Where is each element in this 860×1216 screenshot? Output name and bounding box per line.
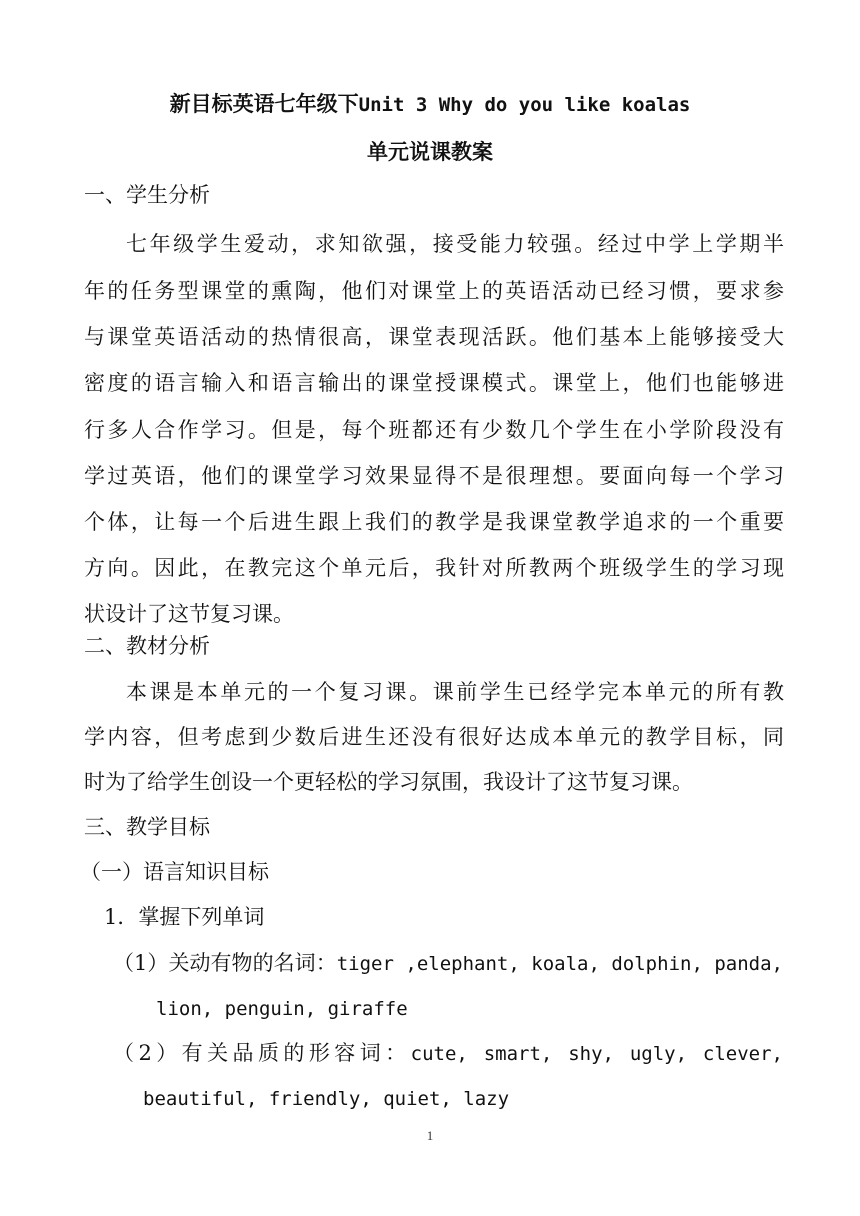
title-english: Unit 3 Why do you like koalas (358, 94, 691, 116)
paragraph-line: 学内容，但考虑到少数后进生还没有很好达成本单元的教学目标，同 (84, 725, 784, 749)
vocab-words-adjectives-cont: beautiful, friendly, quiet, lazy (143, 1088, 510, 1110)
title-chinese: 新目标英语七年级下 (169, 91, 359, 116)
vocab-words-animals: tiger ,elephant, koala, dolphin, panda, (336, 953, 783, 975)
paragraph-line: 行多人合作学习。但是，每个班都还有少数几个学生在小学阶段没有 (84, 418, 784, 442)
vocab-line-animals-cont (156, 993, 856, 1024)
paragraph-line: 方向。因此，在教完这个单元后，我针对所教两个班级学生的学习现 (84, 556, 784, 580)
paragraph-line: 与课堂英语活动的热情很高，课堂表现活跃。他们基本上能够接受大 (84, 325, 784, 349)
vocab-words-animals-cont: lion, penguin, giraffe (156, 998, 408, 1020)
section-heading-textbook-analysis: 二、教材分析 (84, 634, 210, 658)
paragraph-line: 状设计了这节复习课。 (84, 602, 294, 626)
list-item-vocabulary: 1．掌握下列单词 (104, 905, 265, 929)
paragraph-line: 学过英语，他们的课堂学习效果显得不是很理想。要面向每一个学习 (84, 464, 784, 488)
vocab-label-animals: （1）关动有物的名词： (113, 951, 337, 975)
document-subtitle: 单元说课教案 (367, 139, 493, 164)
subheading-language-knowledge: （一）语言知识目标 (80, 860, 269, 884)
vocab-label-adjectives: （2）有关品质的形容词： (113, 1041, 411, 1065)
section-heading-student-analysis: 一、学生分析 (84, 183, 210, 207)
paragraph-line: 时为了给学生创设一个更轻松的学习氛围，我设计了这节复习课。 (84, 770, 693, 794)
page-number: 1 (426, 1128, 434, 1143)
paragraph-line: 密度的语言输入和语言输出的课堂授课模式。课堂上，他们也能够进 (84, 371, 784, 395)
paragraph-line: 个体，让每一个后进生跟上我们的教学是我课堂教学追求的一个重要 (84, 510, 784, 534)
paragraph-line: 年的任务型课堂的熏陶，他们对课堂上的英语活动已经习惯，要求参 (84, 279, 784, 303)
document-title (0, 89, 860, 120)
paragraph-line: 本课是本单元的一个复习课。课前学生已经学完本单元的所有教 (126, 680, 784, 704)
paragraph-line: 七年级学生爱动，求知欲强，接受能力较强。经过中学上学期半 (126, 232, 784, 256)
vocab-line-adjectives-cont (143, 1083, 843, 1114)
vocab-line-animals (113, 948, 783, 979)
vocab-line-adjectives (113, 1038, 783, 1069)
section-heading-teaching-goals: 三、教学目标 (84, 815, 210, 839)
vocab-words-adjectives: cute, smart, shy, ugly, clever, (410, 1043, 783, 1065)
